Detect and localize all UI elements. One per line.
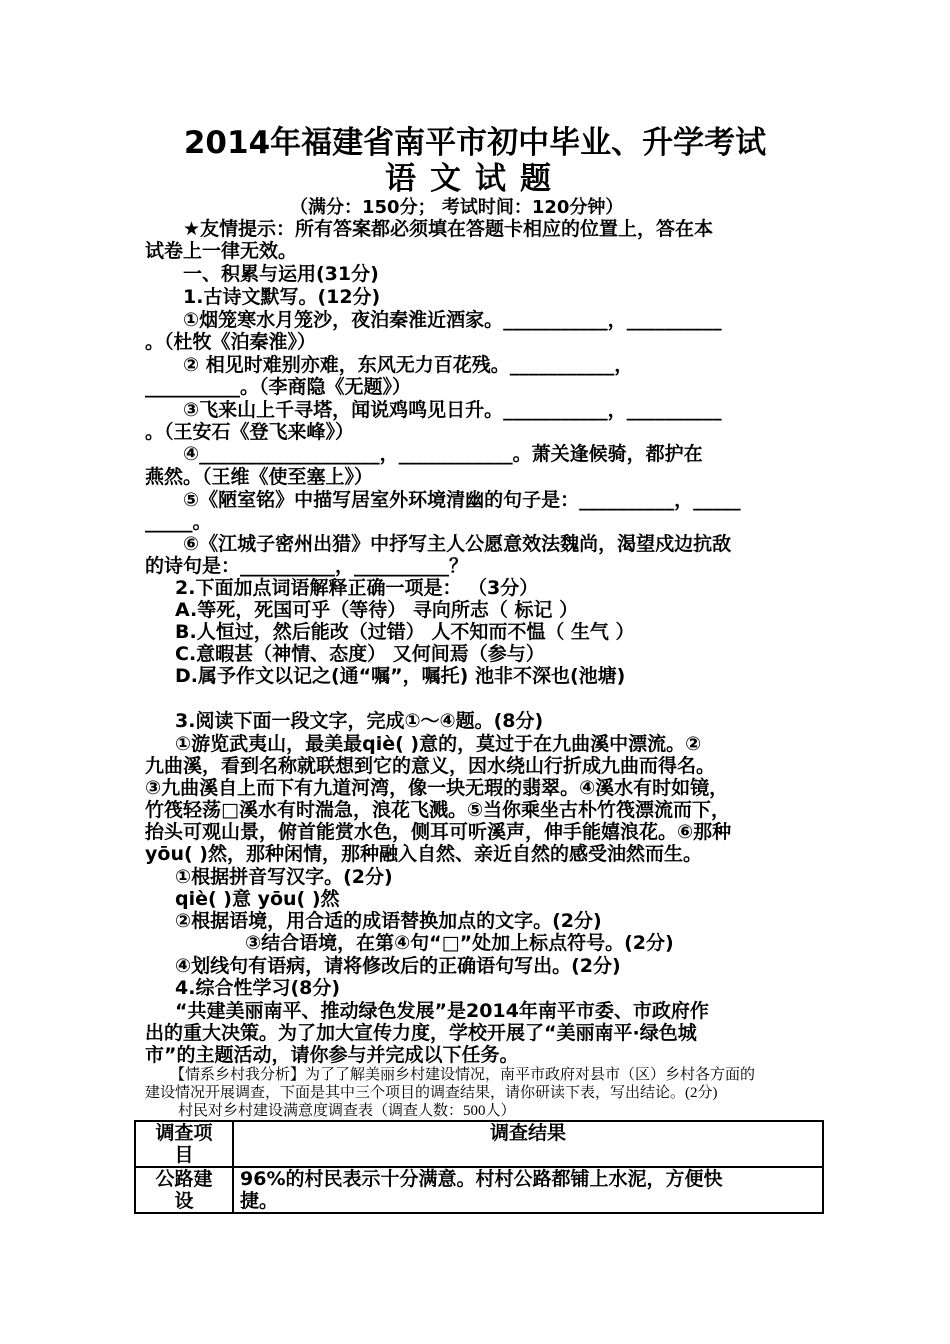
- passage-line: ③九曲溪自上而下有九道河湾，像一块无瑕的翡翠。④溪水有时如镜，: [145, 777, 729, 799]
- item-text: 公路建: [155, 1168, 213, 1190]
- option-a: A.等死，死国可乎（等待） 寻向所志（ 标记 ）: [175, 599, 579, 621]
- passage-line: 竹筏轻荡□溪水有时湍急，浪花飞溅。⑤当你乘坐古朴竹筏漂流而下，: [145, 799, 731, 821]
- exam-title: 2014年福建省南平市初中毕业、升学考试: [183, 125, 767, 161]
- header-item-text: 调查项: [155, 1122, 213, 1144]
- intro-line: 出的重大决策。为了加大宣传力度，学校开展了“美丽南平·绿色城: [145, 1022, 697, 1044]
- question-line: ④___________________，____________。萧关逢候骑，都护在: [183, 443, 703, 465]
- notice-line-1: ★友情提示：所有答案都必须填在答题卡相应的位置上，答在本: [183, 218, 714, 240]
- intro-line: 市”的主题活动，请你参与并完成以下任务。: [145, 1044, 519, 1066]
- question-line: 。（杜牧《泊秦淮》）: [145, 331, 317, 353]
- table-row: [135, 1167, 823, 1213]
- question-heading: 3.阅读下面一段文字，完成①～④题。(8分): [175, 710, 544, 732]
- table-cell: [135, 1167, 233, 1213]
- question-line: ③飞来山上千寻塔，闻说鸡鸣见日升。___________，__________: [183, 399, 722, 421]
- notice-line-2: 试卷上一律无效。: [145, 240, 298, 262]
- result-text: 捷。: [240, 1190, 279, 1212]
- header-item-text: 目: [174, 1144, 194, 1166]
- question-line: ⑤《陋室铭》中描写居室外环境清幽的句子是：__________，_____: [183, 489, 741, 511]
- task-text: 建设情况开展调查，下面是其中三个项目的调查结果，请你研读下表，写出结论。(2分): [145, 1085, 718, 1101]
- question-line: ② 相见时难别亦难，东风无力百花残。___________，: [183, 354, 634, 376]
- table-header-cell: [233, 1121, 823, 1167]
- passage-line: 九曲溪，看到名称就联想到它的意义，因水绕山行折成九曲而得名。: [145, 755, 716, 777]
- question-line: 燕然。（王维《使至塞上》）: [145, 466, 374, 488]
- result-text: 96%的村民表示十分满意。村村公路都铺上水泥，方便快: [240, 1168, 723, 1190]
- table-header-row: [135, 1121, 823, 1167]
- passage-line: ①游览武夷山，最美最qiè( )意的，莫过于在九曲溪中漂流。②: [175, 733, 702, 755]
- subject-title: 语文试题: [385, 161, 565, 197]
- question-line: _____。: [145, 511, 212, 533]
- table-caption: 村民对乡村建设满意度调查表（调查人数：500人）: [178, 1103, 516, 1119]
- option-b: B.人恒过，然后能改（过错） 人不知而不愠（ 生气 ）: [175, 621, 635, 643]
- survey-table: [134, 1120, 824, 1214]
- table-cell: [233, 1167, 823, 1213]
- question-line: ①烟笼寒水月笼沙，夜泊秦淮近酒家。___________，__________: [183, 309, 722, 331]
- question-heading: 4.综合性学习(8分): [175, 977, 341, 999]
- question-heading: 2.下面加点词语解释正确一项是： （3分）: [175, 577, 539, 599]
- option-d: D.属予作文以记之(通“嘱”，嘱托) 池非不深也(池塘): [175, 665, 626, 687]
- question-line: ⑥《江城子密州出猎》中抒写主人公愿意效法魏尚，渴望戍边抗敌: [183, 533, 732, 555]
- option-c: C.意暇甚（神情、态度） 又何间焉（参与）: [175, 643, 545, 665]
- subquestion-line: ②根据语境，用合适的成语替换加点的文字。(2分): [175, 910, 602, 932]
- subquestion-line: ①根据拼音写汉字。(2分): [175, 866, 393, 888]
- passage-line: 抬头可观山景，俯首能赏水色，侧耳可听溪声，伸手能嬉浪花。⑥那种: [145, 821, 732, 843]
- table-header-cell: [135, 1121, 233, 1167]
- item-text: 设: [174, 1190, 194, 1212]
- intro-line: “共建美丽南平、推动绿色发展”是2014年南平市委、市政府作: [175, 1000, 709, 1022]
- header-result-text: 调查结果: [489, 1122, 566, 1144]
- exam-meta: （满分：150分； 考试时间：120分钟）: [290, 197, 624, 218]
- section-heading: 一、积累与运用(31分): [183, 263, 379, 285]
- question-line: __________。（李商隐《无题》）: [145, 376, 412, 398]
- subquestion-line: ④划线句有语病，请将修改后的正确语句写出。(2分): [175, 955, 621, 977]
- subquestion-line: qiè( )意 yōu( )然: [175, 888, 340, 910]
- question-line: 。（王安石《登飞来峰》）: [145, 421, 355, 443]
- passage-line: yōu( )然，那种闲情，那种融入自然、亲近自然的感受油然而生。: [145, 843, 702, 865]
- question-line: 的诗句是：__________，__________？: [145, 555, 469, 577]
- subquestion-line: ③结合语境，在第④句“□”处加上标点符号。(2分): [245, 932, 674, 954]
- task-text: 【情系乡村我分析】为了了解美丽乡村建设情况，南平市政府对县市（区）乡村各方面的: [170, 1067, 756, 1083]
- question-heading: 1.古诗文默写。(12分): [183, 286, 381, 308]
